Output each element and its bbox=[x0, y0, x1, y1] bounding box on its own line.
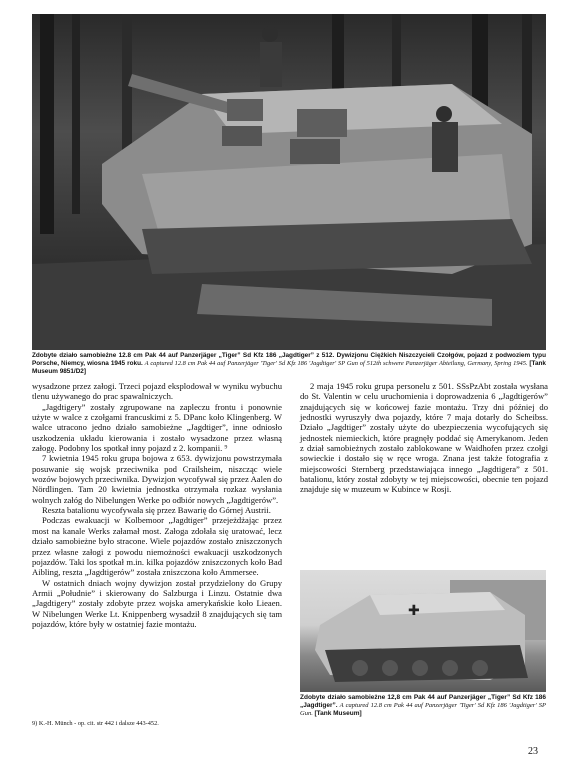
paragraph: wysadzone przez załogi. Trzeci pojazd eksplodował w wyniku wybuchu tlenu używanego do prac spawalniczych. bbox=[32, 381, 282, 402]
caption-english: A captured 12.8 cm Pak 44 auf Panzerjäger 'Tiger' Sd Kfz 186 'Jagdtiger' SP Gun. bbox=[300, 702, 547, 718]
left-text-column bbox=[32, 381, 282, 629]
page-number: 23 bbox=[528, 746, 538, 757]
caption-polish: Zdobyte działo samobieżne 12.8 cm Pak 44 auf Panzerjäger „Tiger” Sd Kfz 186 „Jagdtiger” z 512. Dywizjonu Ciężkich Niszczycieli Czołgów, pojazd z podwoziem typu Porsche, Niemcy, wiosna 1945 roku. bbox=[32, 352, 546, 367]
top-photo-jagdtiger-in-forest bbox=[32, 14, 546, 350]
paragraph: Reszta batalionu wycofywała się przez Bawarię do Górnej Austrii. bbox=[42, 505, 271, 516]
tank-illustration-small bbox=[300, 570, 546, 692]
svg-text:✚: ✚ bbox=[408, 603, 420, 619]
tank-illustration bbox=[32, 14, 546, 350]
paragraph: Podczas ewakuacji w Kolbemoor „Jagdtiger” przejeżdżając przez most na kanale Werks załamał most. Załoga zdołała się uratować, lecz działo samobieżne było stracone. Wiele pojazdów zostało zniszczonych przez własne załogi z powodu niemożności ewakuacji uszkodzonych pojazdów. Taki los spotkał m.in. kilka pojazdów zniszczonych koło Bad Aibling, reszta „Jagdtigerów” została zniszczona koło Ammersee. bbox=[32, 515, 282, 578]
caption-polish: Zdobyte działo samobieżne 12,8 cm Pak 44 auf Panzerjäger „Tiger” Sd Kfz 186 „Jagdtiger”. bbox=[300, 694, 546, 710]
caption-source: [Tank Museum 9851/D2] bbox=[32, 360, 546, 375]
top-photo-caption bbox=[32, 352, 546, 376]
paragraph: „Jagdtigery” zostały zgrupowane na zapleczu frontu i ponownie użyte w walce z czołgami francuskimi z 5. DPanc koło Klingenberg. W walce utracono jedno działo samobieżne „Jagdtiger”, inne odniosło uszkodzenia układu kierowania i zostało wysadzone przez własną załogę. Podobny los spotkał inny pojazd z 2. kompanii. ⁹ bbox=[32, 401, 282, 454]
footnote: 9) K.-H. Münch - op. cit. str 442 i dalsze 443-452. bbox=[32, 720, 159, 727]
caption-english: A captured 12.8 cm Pak 44 auf Panzerjäger 'Tiger' Sd Kfz 186 'Jagdtiger' SP Gun of 512th schwere Panzerjäger Abteilung, Germany, Spring 1945. bbox=[144, 360, 528, 367]
paragraph: 2 maja 1945 roku grupa personelu z 501. SSsPzAbt została wysłana do St. Valentin w celu uruchomienia i doprowadzenia 6 „Jagdtigerów” znajdujących się w końcowej fazie montażu. Trzy dni później do jednostki wyruszyły dwa pojazdy, które 7 maja dotarły do Scheibss. Działo „Jagdtiger” zostały użyte do ubezpieczenia wycofujących się jednostek niemieckich, które pragnęły poddać się Amerykanom. Jeden z dział samobieżnych zostało zablokowane w Waidhofen przez czołgi sowieckie i dostało się w ręce wroga. Znana jest także fotografia z miejscowości Sternberg przedstawiająca innego „Jagdtigera” z 501. batalionu, który został zdobyty w tej miejscowości, obecnie ten pojazd znajduje się w muzeum w Kubince w Rosji. bbox=[300, 381, 548, 495]
paragraph: W ostatnich dniach wojny dywizjon został przydzielony do Grupy Armii „Południe” i skierowany do Salzburga i Linzu. Ostatnie dwa „Jagdtigery” zostały zdobyte przez wojska amerykańskie koło Lieaen. W Nibelungen Werke Lt. Knippenberg wysadził 8 znajdujących się tam pojazdów, które były w ostatniej fazie montażu. bbox=[32, 577, 282, 629]
bottom-photo-jagdtiger bbox=[300, 570, 546, 692]
bottom-photo-caption bbox=[300, 694, 546, 719]
caption-source: [Tank Museum] bbox=[314, 710, 362, 718]
right-text-column bbox=[300, 381, 548, 495]
paragraph: 7 kwietnia 1945 roku grupa bojowa z 653. dywizjonu powstrzymała posuwanie się wojsk przeciwnika pod Crailsheim, niszcząc wiele wozów bojowych przeciwnika. Dywizjon wycofywał się przez Aalen do Nördlingen. Tam 20 kwietnia jednostka otrzymała rozkaz wysłania wolnych załóg do Nibelungen Werke po odbiór nowych „Jagdtigerów”. bbox=[32, 453, 282, 505]
